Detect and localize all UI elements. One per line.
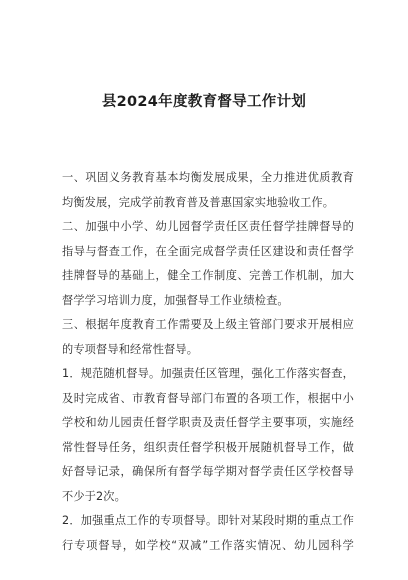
body-line: 1．规范随机督导。加强责任区管理，强化工作落实督查，	[62, 367, 354, 380]
body-line: 挂牌督导的基础上，健全工作制度、完善工作机制，加大	[62, 269, 354, 282]
body-line: 学校和幼儿园责任督学职责及责任督学主要事项，实施经	[62, 416, 354, 429]
body-line: 2．加强重点工作的专项督导。即针对某段时期的重点工作	[62, 514, 354, 527]
body-line: 行专项督导，如学校“双减”工作落实情况、幼儿园科学	[62, 538, 354, 552]
document-title: 县2024年度教育督导工作计划	[101, 94, 307, 110]
body-line: 均衡发展，完成学前教育普及普惠国家实地验收工作。	[62, 195, 335, 209]
body-line: 及时完成省、市教育督导部门布置的各项工作，根据中小	[62, 391, 354, 405]
body-line: 不少于2次。	[62, 489, 126, 503]
body-line: 二、加强中小学、幼儿园督学责任区责任督学挂牌督导的	[62, 220, 354, 233]
document-body	[62, 166, 354, 558]
body-line: 好督导记录，确保所有督学每学期对督学责任区学校督导	[62, 465, 354, 478]
body-line: 督学学习培训力度，加强督导工作业绩检查。	[62, 293, 289, 307]
body-line: 指导与督查工作，在全面完成督学责任区建设和责任督学	[62, 244, 354, 258]
body-line: 三、根据年度教育工作需要及上级主管部门要求开展相应	[62, 318, 354, 331]
body-line: 的专项督导和经常性督导。	[62, 342, 199, 356]
body-line: 常性督导任务，组织责任督学积极开展随机督导工作，做	[62, 440, 354, 454]
body-line: 一、巩固义务教育基本均衡发展成果，全力推进优质教育	[62, 171, 354, 184]
